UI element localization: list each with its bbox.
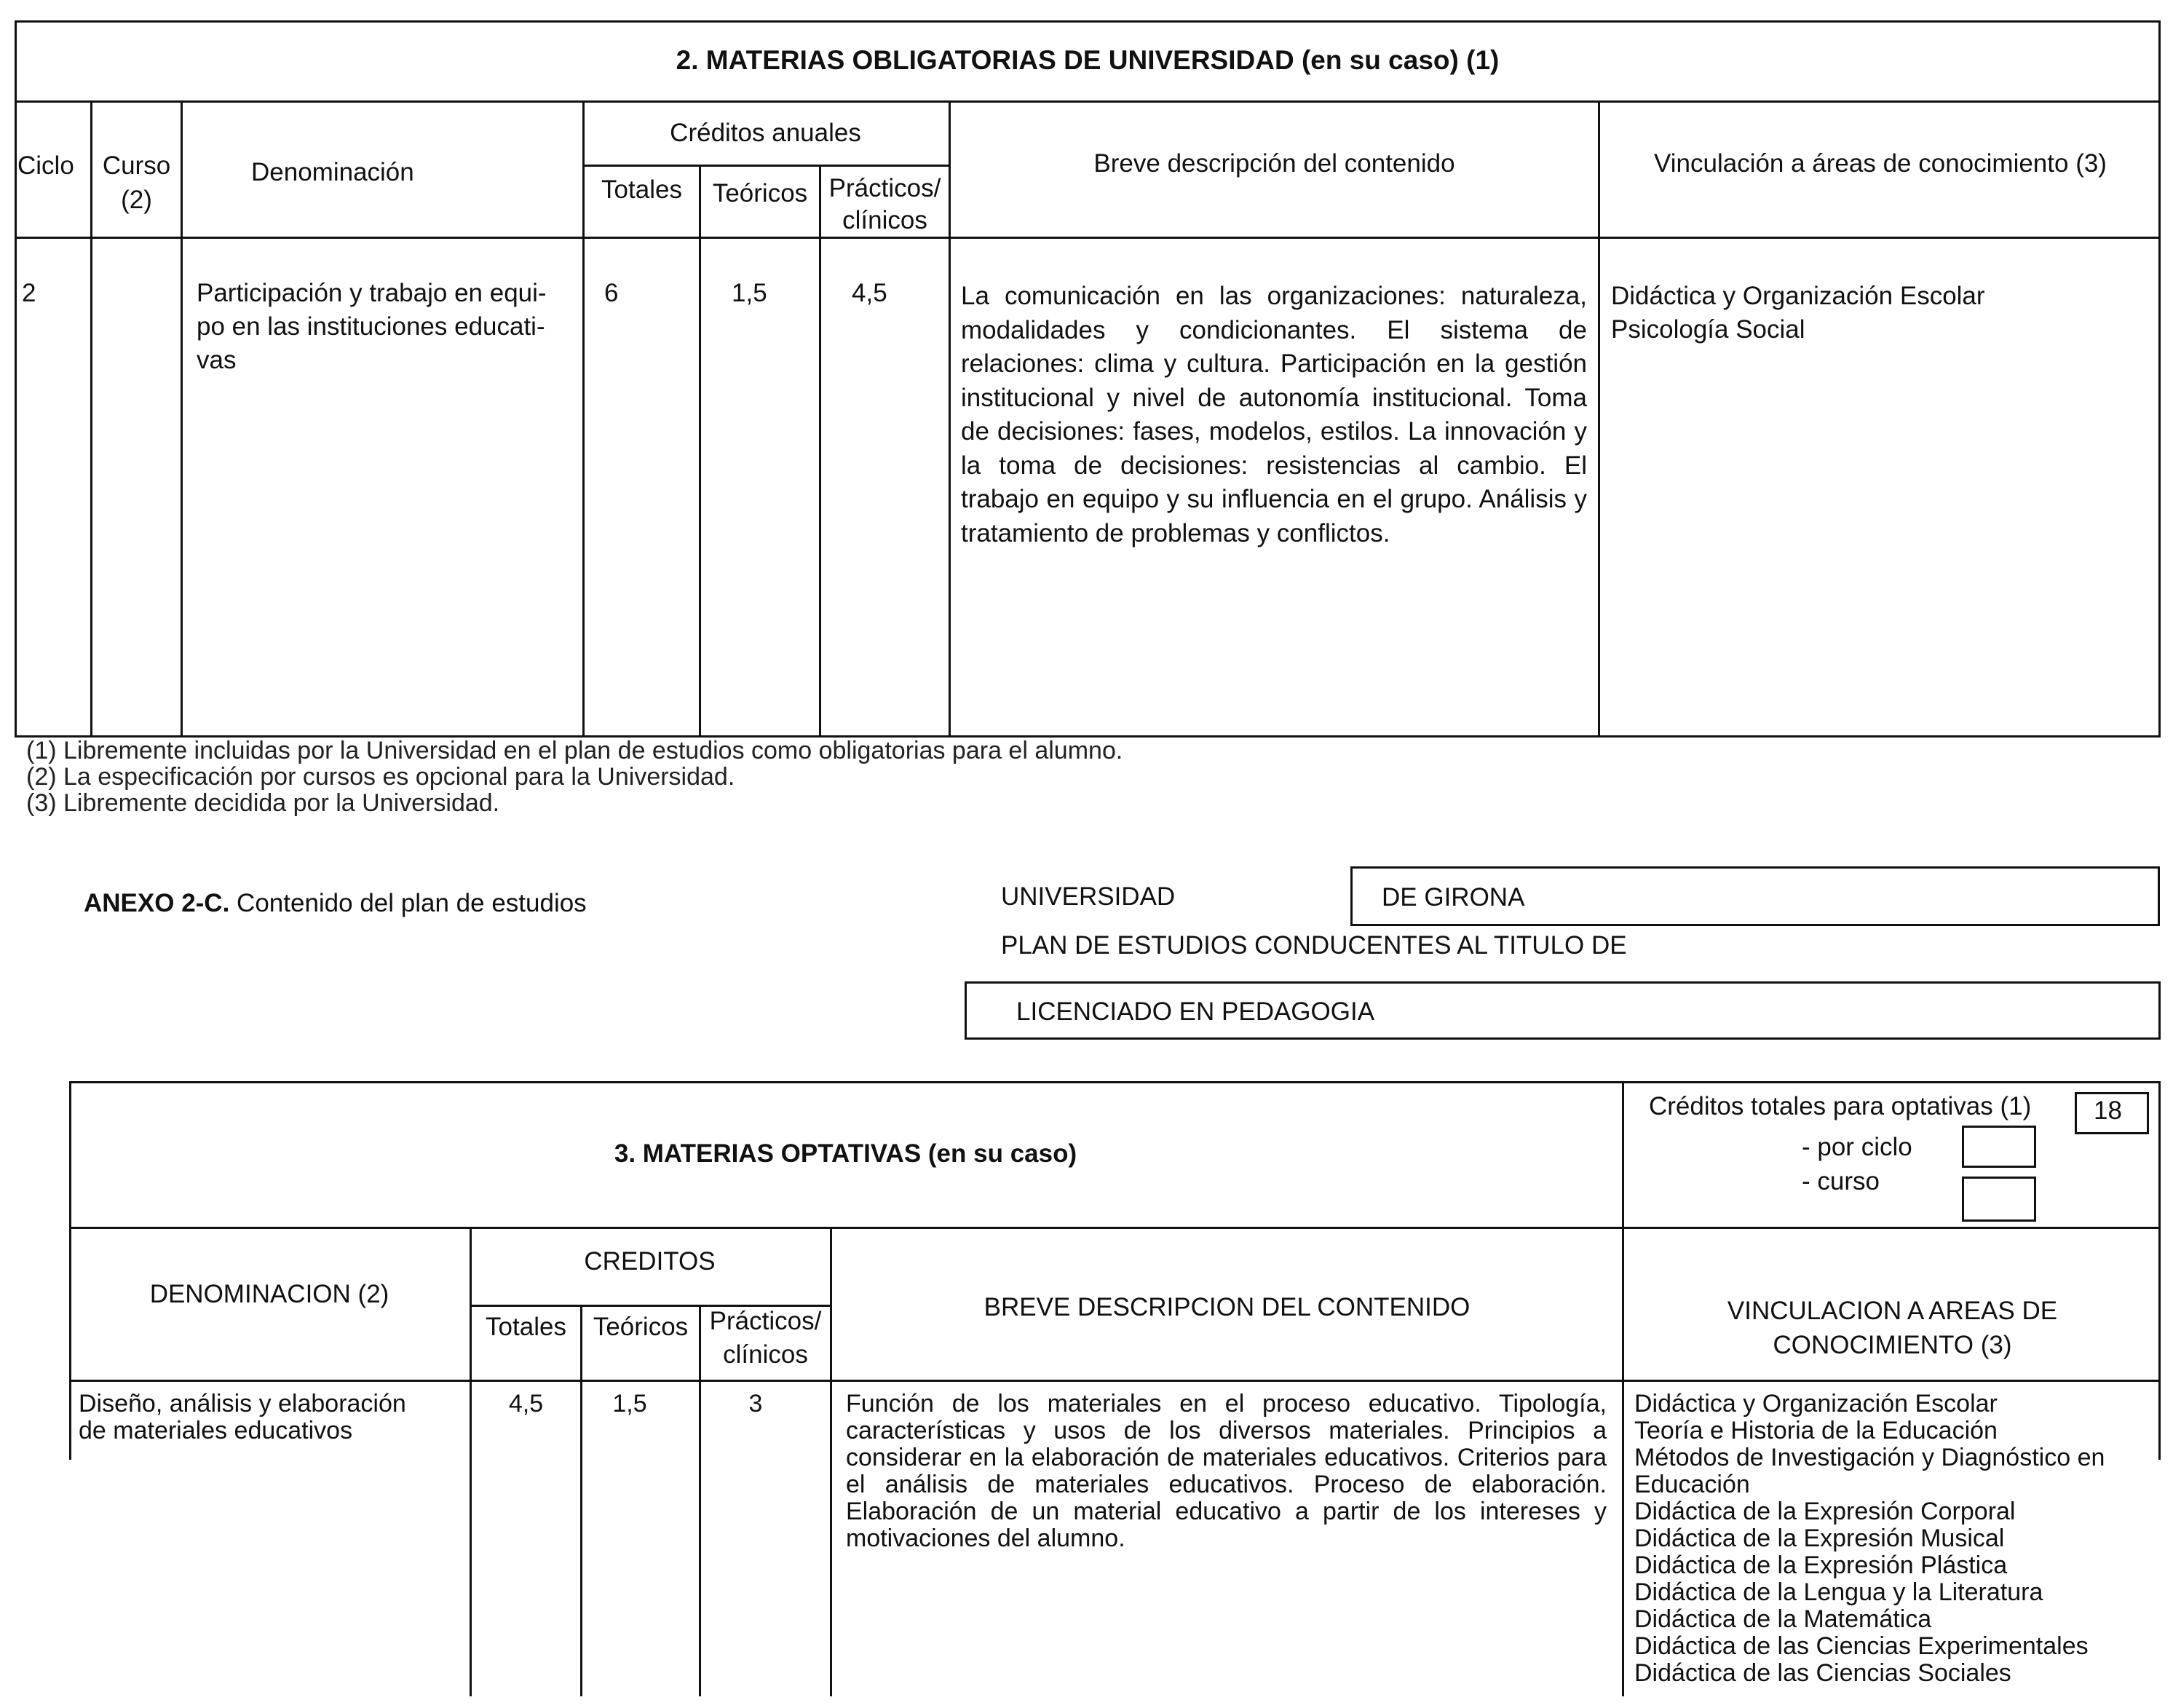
- footnote: (3) Libremente decidida por la Universidad.: [26, 789, 500, 817]
- footnote: (2) La especificación por cursos es opcional para la Universidad.: [26, 763, 735, 791]
- divider: [69, 1227, 2161, 1229]
- header-totales: Totales: [486, 1313, 566, 1341]
- denominacion-line: po en las instituciones educati-: [197, 312, 545, 341]
- vinculacion-line: Educación: [1634, 1471, 1750, 1498]
- header-descripcion: Breve descripción del contenido: [1093, 149, 1455, 178]
- vinculacion-line: Didáctica de la Expresión Corporal: [1634, 1498, 2016, 1525]
- header-denominacion: DENOMINACION (2): [149, 1280, 389, 1308]
- header-vinculacion-2: CONOCIMIENTO (3): [1773, 1331, 2012, 1359]
- header-vinculacion-1: VINCULACION A AREAS DE: [1727, 1297, 2058, 1325]
- universidad-label: UNIVERSIDAD: [1001, 882, 1176, 911]
- denominacion-line: Diseño, análisis y elaboración: [79, 1390, 406, 1418]
- row-vinculacion: [1634, 1391, 2105, 1687]
- section3-title: 3. MATERIAS OPTATIVAS (en su caso): [614, 1139, 1077, 1168]
- row-descripcion: La comunicación en las organizaciones: naturaleza, modalidades y condicionantes. El sistema de relaciones: clima y cultura. Participación en la gestión institucional y nivel de autonomía institucional. Toma de decisiones: fases, modelos, estilos. La innovación y la toma de decisiones: resistencias al cambio. El trabajo en equipo y su influencia en el grupo. Análisis y tratamiento de problemas y conflictos.: [961, 282, 1587, 547]
- row-teoricos: 1,5: [612, 1390, 647, 1418]
- vinculacion-line: Teoría e Historia de la Educación: [1634, 1417, 1998, 1444]
- divider: [819, 165, 821, 738]
- titulo-value: LICENCIADO EN PEDAGOGIA: [1016, 997, 1375, 1026]
- annex-text: Contenido del plan de estudios: [237, 889, 587, 917]
- vinculacion-line: Didáctica de las Ciencias Experimentales: [1634, 1632, 2089, 1660]
- header-descripcion: BREVE DESCRIPCION DEL CONTENIDO: [983, 1293, 1471, 1321]
- vinculacion-line: Didáctica de las Ciencias Sociales: [1634, 1659, 2011, 1687]
- denominacion-line: vas: [197, 346, 237, 374]
- divider: [1598, 100, 1600, 738]
- vinculacion-line: Didáctica de la Lengua y la Literatura: [1634, 1578, 2043, 1606]
- divider: [1622, 1081, 1624, 1460]
- header-curso-note: (2): [121, 186, 152, 214]
- universidad-field: [1350, 866, 2160, 926]
- vinculacion-line: Didáctica de la Expresión Plástica: [1634, 1551, 2008, 1579]
- header-practicos: Prácticos/: [828, 174, 941, 202]
- divider: [580, 1305, 582, 1696]
- header-creditos: CREDITOS: [584, 1247, 716, 1276]
- row-teoricos: 1,5: [732, 279, 767, 307]
- por-ciclo-label: - por ciclo: [1802, 1133, 1912, 1161]
- vinculacion-line: Didáctica y Organización Escolar: [1611, 282, 1985, 310]
- divider: [181, 100, 183, 738]
- footnote: (1) Libremente incluidas por la Universidad en el plan de estudios como obligatorias para el alumno.: [26, 737, 1123, 764]
- denominacion-line: de materiales educativos: [79, 1417, 353, 1444]
- row-practicos: 4,5: [852, 279, 887, 307]
- header-clinicos: clínicos: [723, 1340, 808, 1369]
- divider: [15, 237, 2161, 239]
- header-practicos: Prácticos/: [709, 1307, 822, 1335]
- titulo-field: [965, 981, 2161, 1040]
- vinculacion-line: Didáctica de la Expresión Musical: [1634, 1525, 2005, 1552]
- row-vinculacion: [1611, 280, 1985, 347]
- divider: [582, 165, 949, 167]
- divider: [69, 1380, 2161, 1382]
- divider: [699, 165, 701, 738]
- row-totales: 6: [604, 279, 619, 307]
- row-denominacion: [79, 1391, 406, 1444]
- row-ciclo: 2: [22, 279, 36, 307]
- annex-label: ANEXO 2-C.: [84, 889, 230, 917]
- footnotes: [26, 738, 1123, 816]
- por-ciclo-box: [1962, 1126, 2036, 1168]
- creditos-totales-value: 18: [2094, 1096, 2122, 1125]
- universidad-value: DE GIRONA: [1382, 883, 1525, 912]
- creditos-totales-label: Créditos totales para optativas (1): [1649, 1092, 2032, 1120]
- divider: [1622, 1460, 1624, 1696]
- denominacion-line: Participación y trabajo en equi-: [197, 279, 547, 307]
- divider: [470, 1227, 472, 1696]
- row-denominacion: [197, 277, 547, 377]
- curso-box: [1962, 1177, 2036, 1222]
- header-curso: Curso: [102, 151, 171, 180]
- header-ciclo: Ciclo: [17, 151, 74, 180]
- header-teoricos: Teóricos: [712, 179, 808, 207]
- vinculacion-line: Métodos de Investigación y Diagnóstico en: [1634, 1444, 2105, 1471]
- header-teoricos: Teóricos: [593, 1313, 689, 1341]
- row-descripcion: Función de los materiales en el proceso educativo. Tipología, características y usos de los diversos materiales. Principios a considerar en la elaboración de materiales educativos. Criterios para el análisis de materiales educativos. Proceso de elaboración. Elaboración de un material educativo a partir de los intereses y motivaciones del alumno.: [846, 1390, 1607, 1552]
- header-denominacion: Denominación: [251, 158, 414, 186]
- vinculacion-line: Psicología Social: [1611, 315, 1805, 344]
- header-totales: Totales: [601, 175, 682, 204]
- divider: [15, 100, 2161, 103]
- header-vinculacion: Vinculación a áreas de conocimiento (3): [1654, 149, 2107, 178]
- annex-heading: [84, 887, 587, 920]
- vinculacion-line: Didáctica y Organización Escolar: [1634, 1390, 1998, 1418]
- section2-title: 2. MATERIAS OBLIGATORIAS DE UNIVERSIDAD (en su caso) (1): [676, 45, 1500, 75]
- header-creditos-anuales: Créditos anuales: [670, 119, 861, 147]
- plan-label: PLAN DE ESTUDIOS CONDUCENTES AL TITULO DE: [1001, 931, 1627, 960]
- header-clinicos: clínicos: [842, 206, 927, 234]
- row-practicos: 3: [748, 1390, 763, 1418]
- vinculacion-line: Didáctica de la Matemática: [1634, 1605, 1932, 1633]
- row-totales: 4,5: [508, 1390, 544, 1418]
- divider: [949, 100, 951, 738]
- curso-label: - curso: [1802, 1167, 1880, 1195]
